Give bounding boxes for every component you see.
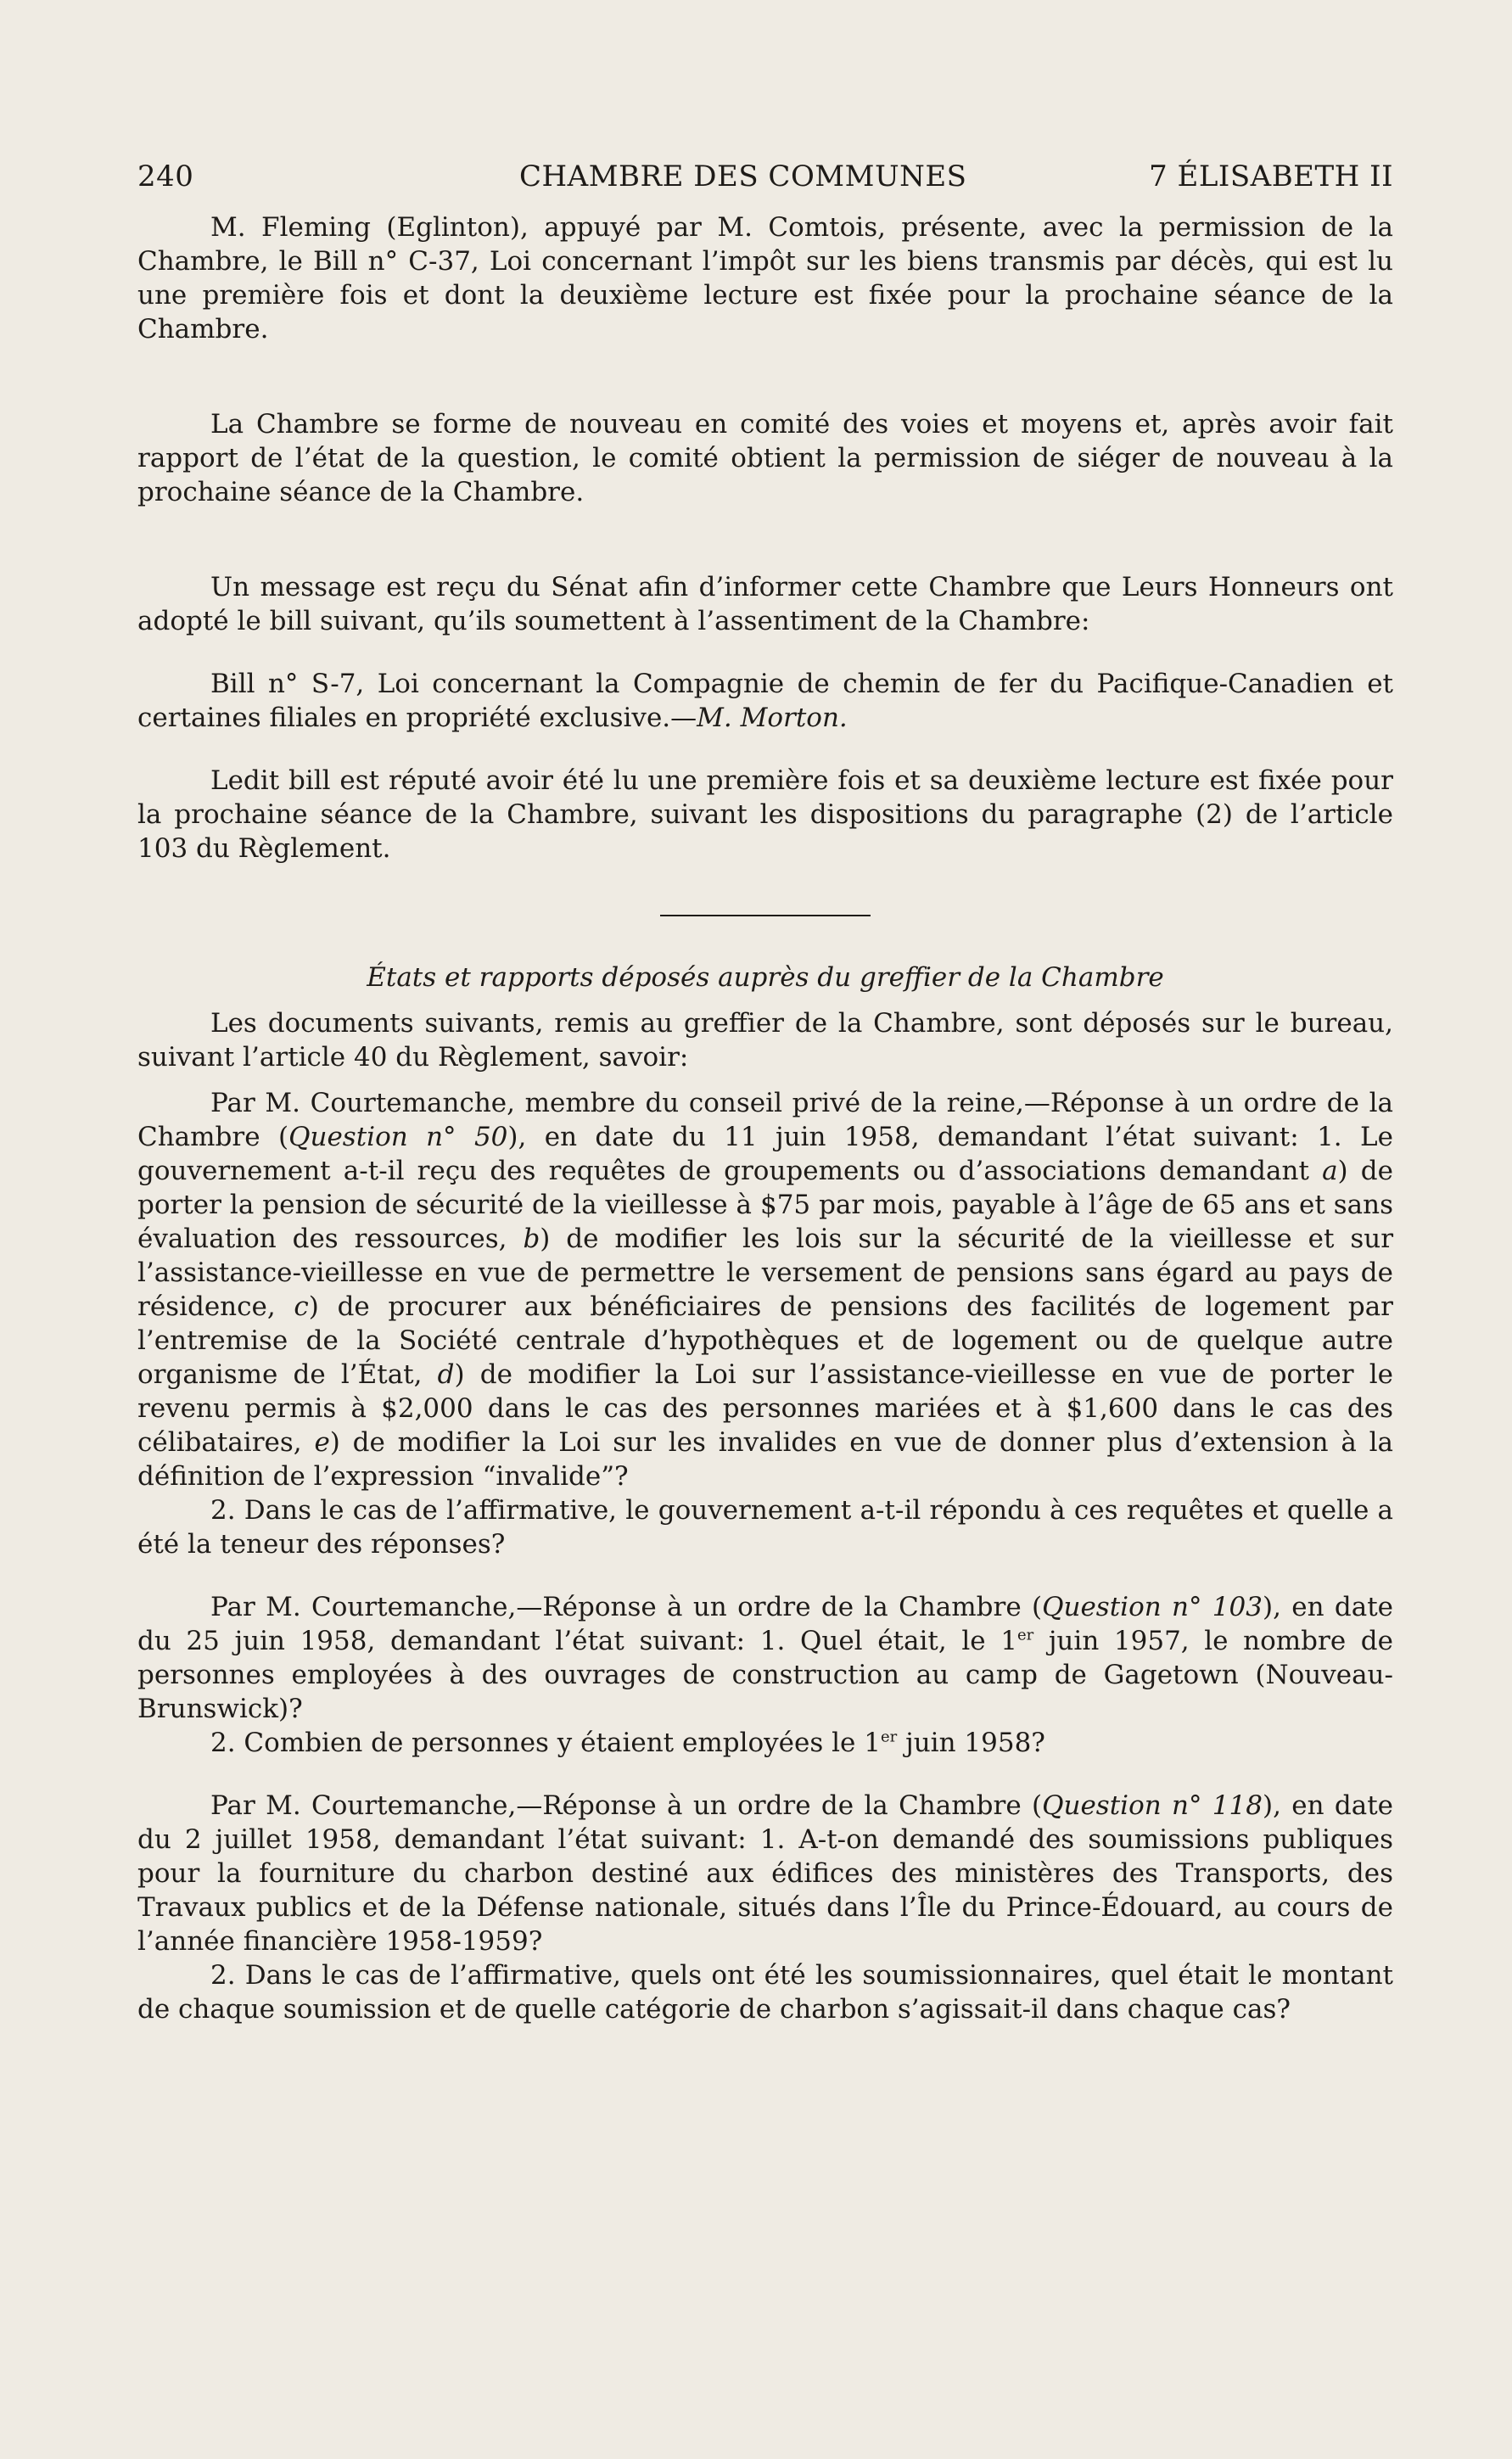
- q50-text-g: ) de modifier la Loi sur les invalides en vue de donner plus d’extension à la définition de l’expression “invalide”?: [137, 1427, 1393, 1492]
- page-number: 240: [137, 160, 194, 193]
- q118-question-2: 2. Dans le cas de l’affirmative, quels ont été les soumissionnaires, quel était le montant de chaque soumission et de quelle catégorie de charbon s’agissait-il dans chaque cas?: [137, 1960, 1393, 2025]
- q50-letter-e: e: [314, 1427, 330, 1458]
- bill-s7-text: Bill n° S-7, Loi concernant la Compagnie de chemin de fer du Pacifique-Canadien et certaines filiales en propriété exclusive.—: [137, 669, 1393, 733]
- q50-text-a: Par M. Courtemanche, membre du conseil privé de la reine,—Réponse à un ordre de la Chambre (: [137, 1088, 1393, 1152]
- q118-text-a: Par M. Courtemanche,—Réponse à un ordre de la Chambre (: [210, 1790, 1043, 1821]
- q103-superscript-1: er: [1016, 1626, 1034, 1644]
- section-title: États et rapports déposés auprès du greffier de la Chambre: [367, 962, 1164, 993]
- q103-reference: Question n° 103: [1042, 1592, 1263, 1622]
- regnal-year: 7 ÉLISABETH II: [1149, 160, 1393, 193]
- paragraph-first-reading: Ledit bill est réputé avoir été lu une première fois et sa deuxième lecture est fixée pour la prochaine séance de la Chambre, suivant les dispositions du paragraphe (2) de l’article 103 du Règlement.: [137, 765, 1393, 864]
- running-title: CHAMBRE DES COMMUNES: [519, 160, 967, 193]
- return-question-118: [137, 1789, 1393, 1958]
- page-header: [137, 160, 1393, 210]
- section-divider: [660, 915, 871, 916]
- q118-text-b: ), en date du 2 juillet 1958, demandant l’état suivant: 1. A-t-on demandé des soumissions publiques pour la fourniture du charbon destiné aux édifices des ministères des Transports, des Travaux publics et de la Défense nationale, situés dans l’Île du Prince-Édouard, au cours de l’année financière 1958-1959?: [137, 1790, 1393, 1957]
- q50-letter-c: c: [294, 1291, 309, 1322]
- q118-reference: Question n° 118: [1042, 1790, 1263, 1821]
- q103-question-2: [137, 1726, 1393, 1760]
- q50-text-b: ), en date du 11 juin 1958, demandant l’état suivant: 1. Le gouvernement a-t-il reçu des requêtes de groupements ou d’associations demandant: [137, 1122, 1393, 1186]
- journal-page: [137, 160, 1393, 2026]
- paragraph-committee: La Chambre se forme de nouveau en comité des voies et moyens et, après avoir fait rapport de l’état de la question, le comité obtient la permission de siéger de nouveau à la prochaine séance de la Chambre.: [137, 409, 1393, 507]
- return-question-103: [137, 1590, 1393, 1726]
- q103-text-a: Par M. Courtemanche,—Réponse à un ordre de la Chambre (: [210, 1592, 1043, 1622]
- return-question-50: [137, 1086, 1393, 1493]
- paragraph-bill-c37: M. Fleming (Eglinton), appuyé par M. Comtois, présente, avec la permission de la Chambre, le Bill n° C-37, Loi concernant l’impôt sur les biens transmis par décès, qui est lu une première fois et dont la deuxième lecture est fixée pour la prochaine séance de la Chambre.: [137, 212, 1393, 344]
- q50-text-e: ) de procurer aux bénéficiaires de pensions des facilités de logement par l’entremise de la Société centrale d’hypothèques et de logement ou de quelque autre organisme de l’État,: [137, 1291, 1394, 1390]
- q50-reference: Question n° 50: [288, 1122, 508, 1152]
- q50-text-d: ) de modifier les lois sur la sécurité de la vieillesse et sur l’assistance-vieillesse en vue de permettre le versement de pensions sans égard au pays de résidence,: [137, 1224, 1394, 1322]
- q50-letter-b: b: [523, 1224, 540, 1254]
- paragraph-senate-message: Un message est reçu du Sénat afin d’informer cette Chambre que Leurs Honneurs ont adopté le bill suivant, qu’ils soumettent à l’assentiment de la Chambre:: [137, 572, 1393, 636]
- q103-superscript-2: er: [880, 1728, 898, 1746]
- q50-letter-a: a: [1322, 1156, 1338, 1186]
- q50-question-2: 2. Dans le cas de l’affirmative, le gouvernement a-t-il répondu à ces requêtes et quelle a été la teneur des réponses?: [137, 1495, 1393, 1560]
- bill-s7-sponsor: M. Morton.: [697, 703, 848, 733]
- q50-text-c: ) de porter la pension de sécurité de la vieillesse à $75 par mois, payable à l’âge de 65 ans et sans évaluation des ressources,: [137, 1156, 1393, 1254]
- q103-q2-text-b: juin 1958?: [897, 1728, 1045, 1758]
- paragraph-documents-intro: Les documents suivants, remis au greffier de la Chambre, sont déposés sur le bureau, suivant l’article 40 du Règlement, savoir:: [137, 1008, 1393, 1073]
- q103-text-b: ), en date du 25 juin 1958, demandant l’état suivant: 1. Quel était, le 1: [137, 1592, 1393, 1656]
- q50-text-f: ) de modifier la Loi sur l’assistance-vieillesse en vue de porter le revenu permis à $2,000 dans le cas des personnes mariées et à $1,600 dans le cas des célibataires,: [137, 1359, 1393, 1458]
- q103-text-c: juin 1957, le nombre de personnes employées à des ouvrages de construction au camp de Gagetown (Nouveau-Brunswick)?: [137, 1626, 1393, 1724]
- q50-letter-d: d: [437, 1359, 455, 1390]
- paragraph-bill-s7: [137, 667, 1393, 735]
- q103-q2-text-a: 2. Combien de personnes y étaient employées le 1: [210, 1728, 881, 1758]
